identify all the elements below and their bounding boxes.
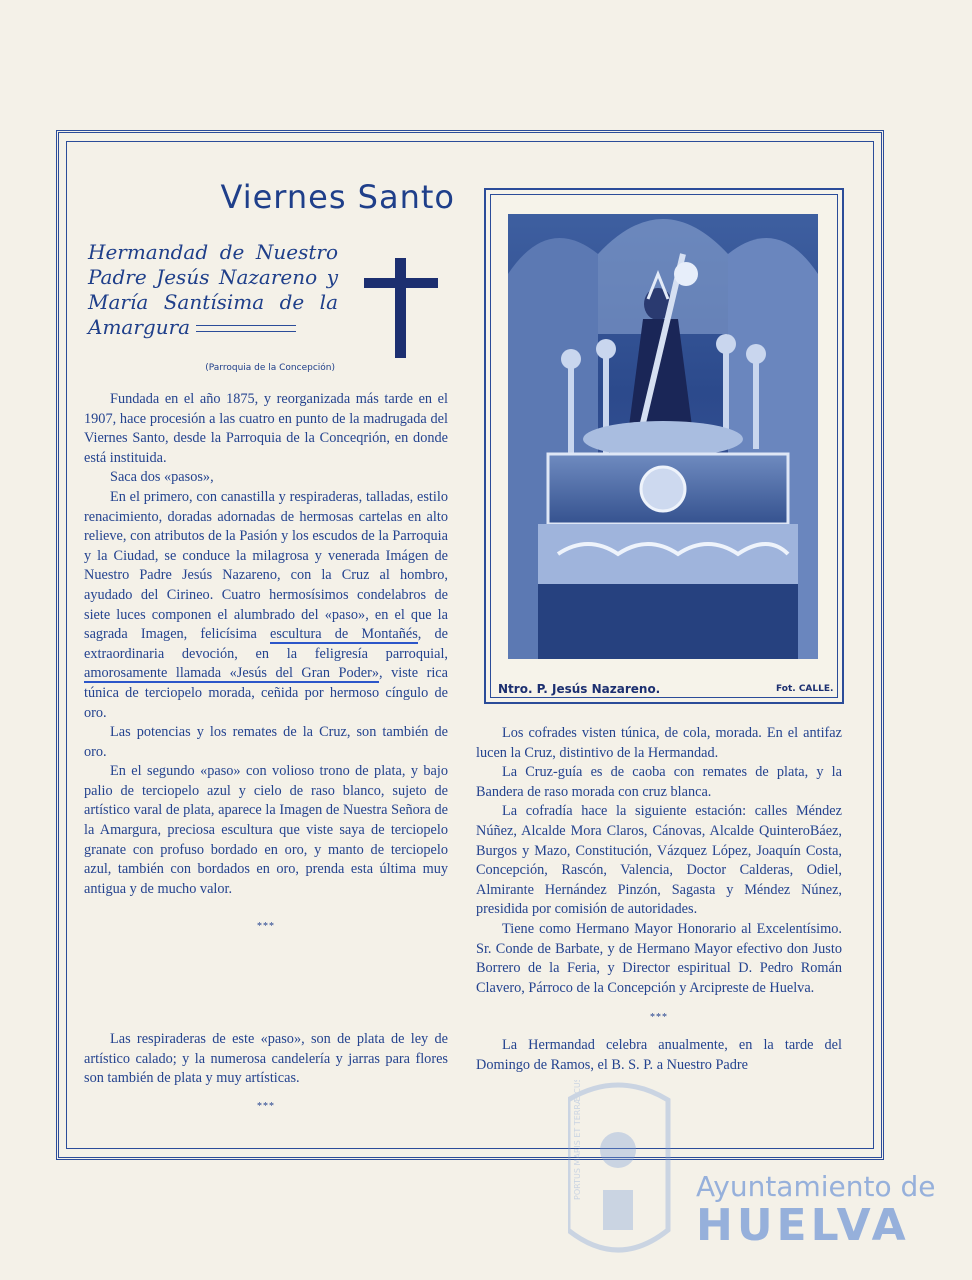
left-column-bottom [84,1030,448,1116]
paragraph-respiraderas: Las respiraderas de este «paso», son de plata de ley de artístico calado; y la numerosa candelería y jarras para flores son también de plata y muy artísticas. [84,1031,448,1087]
paragraph-first-paso: En el primero, con canastilla y respiraderas, talladas, estilo renacimiento, doradas adornadas de hermosas cartelas en alto relieve, con atributos de la Pasión y los escudos de la Parroquia y la Ciudad, se conduce la milagrosa y venerada Imágen de Nuestro Padre Jesús Nazareno, con la Cruz al hombro, ayudado del Cirineo. Cuatro hermosísimos condelabros de siete luces componen el alumbrado del «paso», en el que la sagrada Imagen, felicísima escultura de Montañés, de extraordinaria devoción, en la feligresía parroquial, amorosamente llamada «Jesús del Gran Poder», viste rica túnica de terciopelo morada, ceñida por hermoso cíngulo de oro. [84,488,448,721]
cross-icon-horizontal [364,278,438,288]
page-title: Viernes Santo [220,178,455,216]
section-separator: *** [257,921,275,933]
heading-rule [196,325,296,332]
cross-icon-vertical [395,258,406,358]
paragraph-hermano-mayor: Tiene como Hermano Mayor Honorario al Excelentísimo. Sr. Conde de Barbate, y de Hermano Mayor efectivo don Justo Borrero de la Feria, y Director espiritual D. Pedro Román Clavero, Párroco de la Concepción y Arcipreste de Huelva. [476,920,842,996]
paragraph-potencias: Las potencias y los remates de la Cruz, son también de oro. [84,724,448,760]
parish-label: (Parroquia de la Concepción) [205,363,335,373]
photo-credit: Fot. CALLE. [776,684,834,694]
brotherhood-name: Hermandad de Nuestro Padre Jesús Nazareno y María Santísima de la Amargura [88,240,338,339]
underlined-montanes: escultura de Montañés [269,626,418,643]
photo-caption: Ntro. P. Jesús Nazareno. [498,682,661,696]
paragraph-second-paso: En el segundo «paso» con volioso trono de plata, y bajo palio de terciopelo azul y cielo de raso blanco, sujeto de artístico varal de plata, aparece la Imagen de Nuestra Señora de la Amargura, preciosa escultura que viste saya de terciopelo granate con profuso bordado en oro, y manto de terciopelo azul, también con bordados en oro, prenda esta última muy antigua y de mucho valor. [84,763,448,897]
procession-illustration [508,214,818,659]
paragraph-estacion: La cofradía hace la siguiente estación: calles Méndez Núñez, Alcalde Mora Claros, Cánovas, Alcalde QuinteroBáez, Burgos y Mazo, Constitución, Vázquez López, Joaquín Costa, Concepción, Rascón, Valencia, Doctor Calderas, Odiel, Almirante Hernández Pinzón, Sagasta y Méndez Núnez, presidida por comisión de autoridades. [476,803,842,918]
paragraph-cruz-guia: La Cruz-guía es de caoba con remates de plata, y la Bandera de raso morada con cruz blanca. [476,764,842,800]
watermark-line1: Ayuntamiento de [696,1170,936,1203]
paragraph-domingo-ramos: La Hermandad celebra anualmente, en la tarde del Domingo de Ramos, el B. S. P. a Nuestro Padre [476,1036,842,1073]
section-separator-3: *** [650,1012,668,1024]
left-column [84,390,448,937]
seal-text: PORTUS MARIS ET TERRÆ CUSTODIA [573,1080,582,1200]
brotherhood-heading [88,240,338,340]
watermark-line2: HUELVA [696,1200,910,1251]
procession-photo [508,214,818,659]
paragraph-pasos: Saca dos «pasos», [110,469,214,486]
paragraph-cofrades: Los cofrades visten túnica, de cola, morada. En el antifaz lucen la Cruz, distintivo de la Hermandad. [476,725,842,761]
paragraph-founded: Fundada en el año 1875, y reorganizada más tarde en el 1907, hace procesión a las cuatro en punto de la madrugada del Viernes Santo, desde la Parroquia de la Conceqrión, en donde está instituida. [84,391,448,466]
underlined-gran-poder: amorosamente llamada «Jesús del Gran Poder» [84,665,379,682]
section-separator-2: *** [257,1100,275,1112]
right-column [476,724,842,1075]
